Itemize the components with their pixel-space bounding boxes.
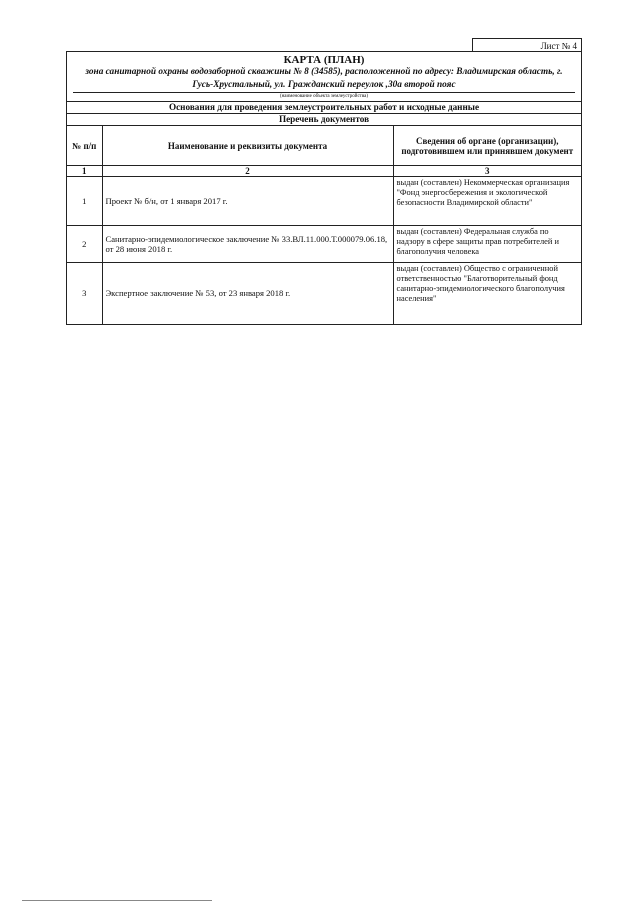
row-org: выдан (составлен) Некоммерческая организация "Фонд энергосбережения и экологической безопасности Владимирской области" — [393, 177, 581, 226]
table-row — [67, 226, 581, 263]
table-row — [67, 263, 581, 324]
row-num: 2 — [67, 226, 102, 263]
row-doc-name: Проект № б/н, от 1 января 2017 г. — [102, 177, 393, 226]
list-heading: Перечень документов — [67, 113, 581, 125]
header-num: № п/п — [67, 126, 102, 166]
column-number: 1 — [67, 166, 102, 177]
sheet-number: Лист № 4 — [472, 38, 582, 52]
document-frame — [66, 51, 582, 325]
table-header-row — [67, 126, 581, 166]
column-number-row — [67, 166, 581, 177]
row-org: выдан (составлен) Федеральная служба по надзору в сфере защиты прав потребителей и благополучия человека — [393, 226, 581, 263]
row-num: 1 — [67, 177, 102, 226]
footer-divider — [22, 900, 212, 901]
column-number: 3 — [393, 166, 581, 177]
row-doc-name: Санитарно-эпидемиологическое заключение № 33.ВЛ.11.000.Т.000079.06.18, от 28 июня 2018 г. — [102, 226, 393, 263]
documents-table — [67, 125, 581, 324]
row-doc-name: Экспертное заключение № 53, от 23 января 2018 г. — [102, 263, 393, 324]
object-description: зона санитарной охраны водозаборной скважины № 8 (34585), расположенной по адресу: Владимирская область, г. Гусь-Хрустальный, ул. Гражданский переулок ,30а второй пояс — [85, 67, 563, 90]
header-org: Сведения об органе (организации), подготовившем или принявшем документ — [393, 126, 581, 166]
object-caption: (наименование объекта землеустройства) — [73, 92, 575, 101]
column-number: 2 — [102, 166, 393, 177]
page-title: КАРТА (ПЛАН) — [283, 54, 365, 66]
row-num: 3 — [67, 263, 102, 324]
row-org: выдан (составлен) Общество с ограниченной ответственностью "Благотворительный фонд санитарно-эпидемиологического благополучия населения" — [393, 263, 581, 324]
table-row — [67, 177, 581, 226]
header-name: Наименование и реквизиты документа — [102, 126, 393, 166]
section-heading: Основания для проведения землеустроительных работ и исходные данные — [67, 101, 581, 113]
